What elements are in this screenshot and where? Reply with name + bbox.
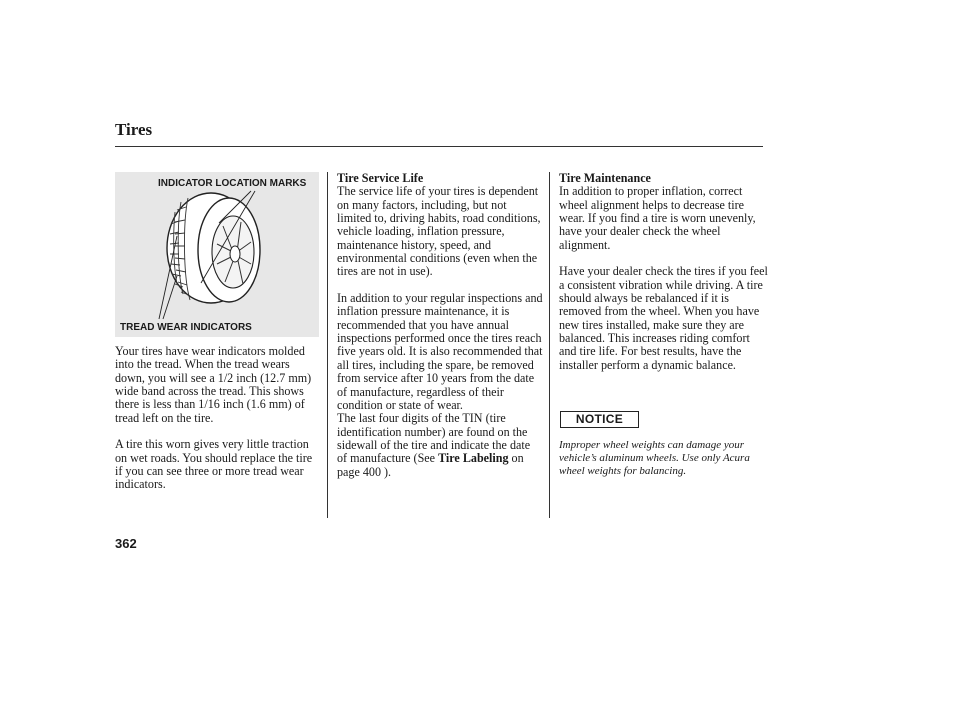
tire-service-life-heading: Tire Service Life: [337, 171, 424, 185]
column-divider-1: [327, 172, 328, 518]
tire-service-life-section: [337, 172, 543, 479]
service-life-paragraph-2: In addition to your regular inspections and inflation pressure maintenance, it is recommended that you have annual inspections performed once the tires reach five years old. It is also recommended that all tires, including the spare, be removed from service after 10 years from the date of manufacture, regardless of their condition or state of wear.: [337, 291, 543, 412]
tin-text: The last four digits of the TIN (tire identification number) are found on the sidewall of the tire and indicate the date of manufacture (See: [337, 411, 531, 466]
wear-indicator-paragraph-2: A tire this worn gives very little traction on wet roads. You should replace the tire if you can see three or more tread wear indicators.: [115, 437, 313, 492]
tire-figure: [115, 172, 319, 337]
tire-labeling-reference: Tire Labeling: [438, 451, 509, 466]
title-rule: [115, 146, 763, 147]
wear-indicator-text: [115, 345, 320, 492]
tire-maintenance-heading: Tire Maintenance: [559, 171, 651, 185]
tire-maintenance-section: [559, 172, 769, 372]
notice-badge: NOTICE: [560, 411, 639, 428]
page-number: 362: [115, 536, 137, 551]
wear-indicator-paragraph-1: Your tires have wear indicators molded into the tread. When the tread wears down, you will see a 1/2 inch (12.7 mm) wide band across the tread. This shows there is less than 1/16 inch (1.6 mm) of tread left on the tire.: [115, 344, 312, 425]
page-title: Tires: [115, 120, 153, 139]
maintenance-paragraph-1: In addition to proper inflation, correct wheel alignment helps to decrease tire wear. If you find a tire is worn unevenly, have your dealer check the wheel alignment.: [559, 184, 756, 252]
figure-label-tread-wear: TREAD WEAR INDICATORS: [120, 322, 252, 333]
service-life-paragraph-1: The service life of your tires is dependent on many factors, including, but not limited to, driving habits, road conditions, vehicle loading, inflation pressure, maintenance history, speed, and environmental conditions (even when the tires are not in use).: [337, 184, 541, 279]
tire-illustration: [115, 172, 319, 337]
notice-text: Improper wheel weights can damage your vehicle’s aluminum wheels. Use only Acura wheel weights for balancing.: [559, 439, 750, 477]
column-divider-2: [549, 172, 550, 518]
tin-text-end: on page 400 ).: [337, 451, 524, 479]
service-life-paragraph-3: [337, 412, 543, 479]
maintenance-paragraph-2: Have your dealer check the tires if you feel a consistent vibration while driving. A tire should always be rebalanced if it is removed from the wheel. When you have new tires installed, make sure they are balanced. This increases riding comfort and tire life. For best results, have the installer perform a dynamic balance.: [559, 264, 768, 372]
figure-label-indicator-location: INDICATOR LOCATION MARKS: [158, 178, 307, 189]
